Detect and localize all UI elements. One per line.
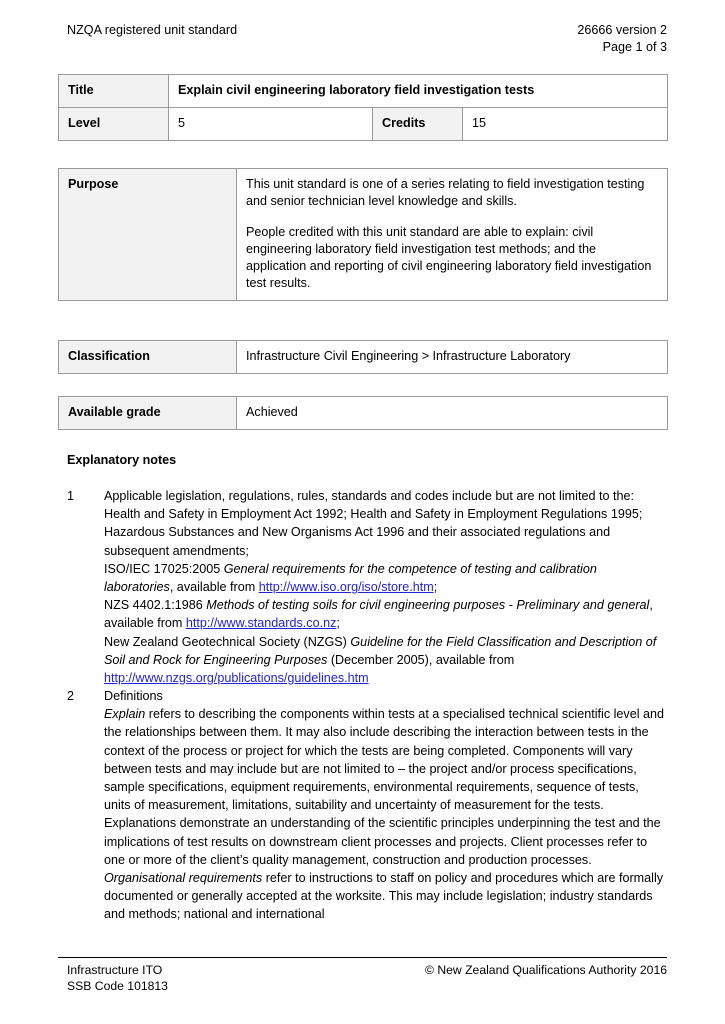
organisational-requirements-definition: refer to instructions to staff on policy and procedures which are formally documented or generally accepted at the worksite. This may include legislation; industry standards and methods; national and international xyxy=(104,871,664,922)
note-1-legislation-text: Applicable legislation, regulations, rules, standards and codes include but are not limited to the: Health and Safety in Employment Act 1992; Health and Safety in Employment Regulations 1995; Hazardous Substances and New Organisms Act 1996 and their associated regulations and subsequent amendments; xyxy=(104,489,643,558)
footer-ssb-code: SSB Code 101813 xyxy=(67,978,168,993)
nzs-standard-title: Methods of testing soils for civil engineering purposes - Preliminary and general xyxy=(206,598,650,613)
iso-available-text: , available from xyxy=(169,580,259,595)
organisational-requirements-term: Organisational requirements xyxy=(104,871,263,886)
iso-suffix: ; xyxy=(433,580,438,595)
credits-value: 15 xyxy=(463,108,668,141)
purpose-table xyxy=(58,168,668,301)
table-row xyxy=(59,341,668,374)
title-table xyxy=(58,74,668,141)
classification-label: Classification xyxy=(59,341,237,374)
iso-standard-title: General requirements for the competence of testing and calibration laboratories xyxy=(104,561,597,595)
note-1-body xyxy=(104,487,667,687)
credits-label: Credits xyxy=(373,108,463,141)
nzs-available-text: , available from xyxy=(104,598,653,631)
iso-standard-prefix: ISO/IEC 17025:2005 xyxy=(104,561,224,576)
table-row xyxy=(59,169,668,301)
table-row xyxy=(59,75,668,108)
available-grade-label: Available grade xyxy=(59,397,237,430)
available-grade-table xyxy=(58,396,668,430)
definitions-heading: Definitions xyxy=(104,689,163,703)
nzgs-available-text: (December 2005), available from xyxy=(327,652,515,667)
explanatory-notes-heading: Explanatory notes xyxy=(67,453,177,467)
explanatory-note-1 xyxy=(67,487,667,687)
nzs-suffix: ; xyxy=(336,616,340,631)
level-value: 5 xyxy=(169,108,373,141)
header-page-number: Page 1 of 3 xyxy=(602,40,667,54)
nzs-standard-prefix: NZS 4402.1:1986 xyxy=(104,598,207,613)
header-standard-version: 26666 version 2 xyxy=(577,23,667,37)
explanatory-note-2 xyxy=(67,687,667,924)
footer-organisation: Infrastructure ITO xyxy=(67,963,163,977)
page-footer xyxy=(67,963,667,994)
purpose-value xyxy=(237,169,668,301)
title-value: Explain civil engineering laboratory field investigation tests xyxy=(169,75,668,108)
nzgs-guidelines-link[interactable]: http://www.nzgs.org/publications/guidelines.htm xyxy=(104,671,369,686)
footer-copyright: © New Zealand Qualifications Authority 2016 xyxy=(424,963,667,977)
title-label: Title xyxy=(59,75,169,108)
purpose-paragraph-1: This unit standard is one of a series relating to field investigation testing and senior technician level knowledge and skills. xyxy=(246,177,645,208)
footer-left-block xyxy=(67,963,168,994)
note-2-number: 2 xyxy=(67,689,75,703)
iso-store-link[interactable]: http://www.iso.org/iso/store.htm xyxy=(258,580,434,595)
purpose-paragraph-2: People credited with this unit standard are able to explain: civil engineering laboratory field investigation test methods; and the application and reporting of civil engineering laboratory field investigation test results. xyxy=(246,225,652,290)
standards-nz-link[interactable]: http://www.standards.co.nz xyxy=(185,616,337,631)
nzgs-prefix: New Zealand Geotechnical Society (NZGS) xyxy=(104,634,351,649)
table-row xyxy=(59,108,668,141)
note-2-body xyxy=(104,687,667,924)
classification-table xyxy=(58,340,668,374)
note-1-number: 1 xyxy=(67,489,75,503)
explain-definition: refers to describing the components within tests at a specialised technical scientific level and the relationships between them. It may also include describing the interaction between tests in the context of the process or project for which the tests are being completed. Components will vary between tests and may include but are not limited to – the project and/or process specifications, sample specifications, equipment requirements, environmental requirements, sequence of tests, units of measurement, limitations, suitability and uncertainty of measurement for the tests. Explanations demonstrate an understanding of the scientific principles underpinning the test and the implications of test results on downstream client processes and projects. Client processes refer to one or more of the client’s quality management, construction and production processes. xyxy=(104,707,665,867)
header-right-block xyxy=(577,22,667,56)
purpose-label: Purpose xyxy=(59,169,237,301)
classification-value: Infrastructure Civil Engineering > Infrastructure Laboratory xyxy=(237,341,668,374)
header-left-text: NZQA registered unit standard xyxy=(67,23,238,37)
level-label: Level xyxy=(59,108,169,141)
nzgs-guideline-title: Guideline for the Field Classification and Description of Soil and Rock for Engineering Purposes xyxy=(104,634,657,667)
footer-divider xyxy=(58,957,667,958)
table-row xyxy=(59,397,668,430)
explain-term: Explain xyxy=(104,707,146,722)
available-grade-value: Achieved xyxy=(237,397,668,430)
page-header xyxy=(67,22,667,56)
paragraph-spacer xyxy=(246,210,658,224)
